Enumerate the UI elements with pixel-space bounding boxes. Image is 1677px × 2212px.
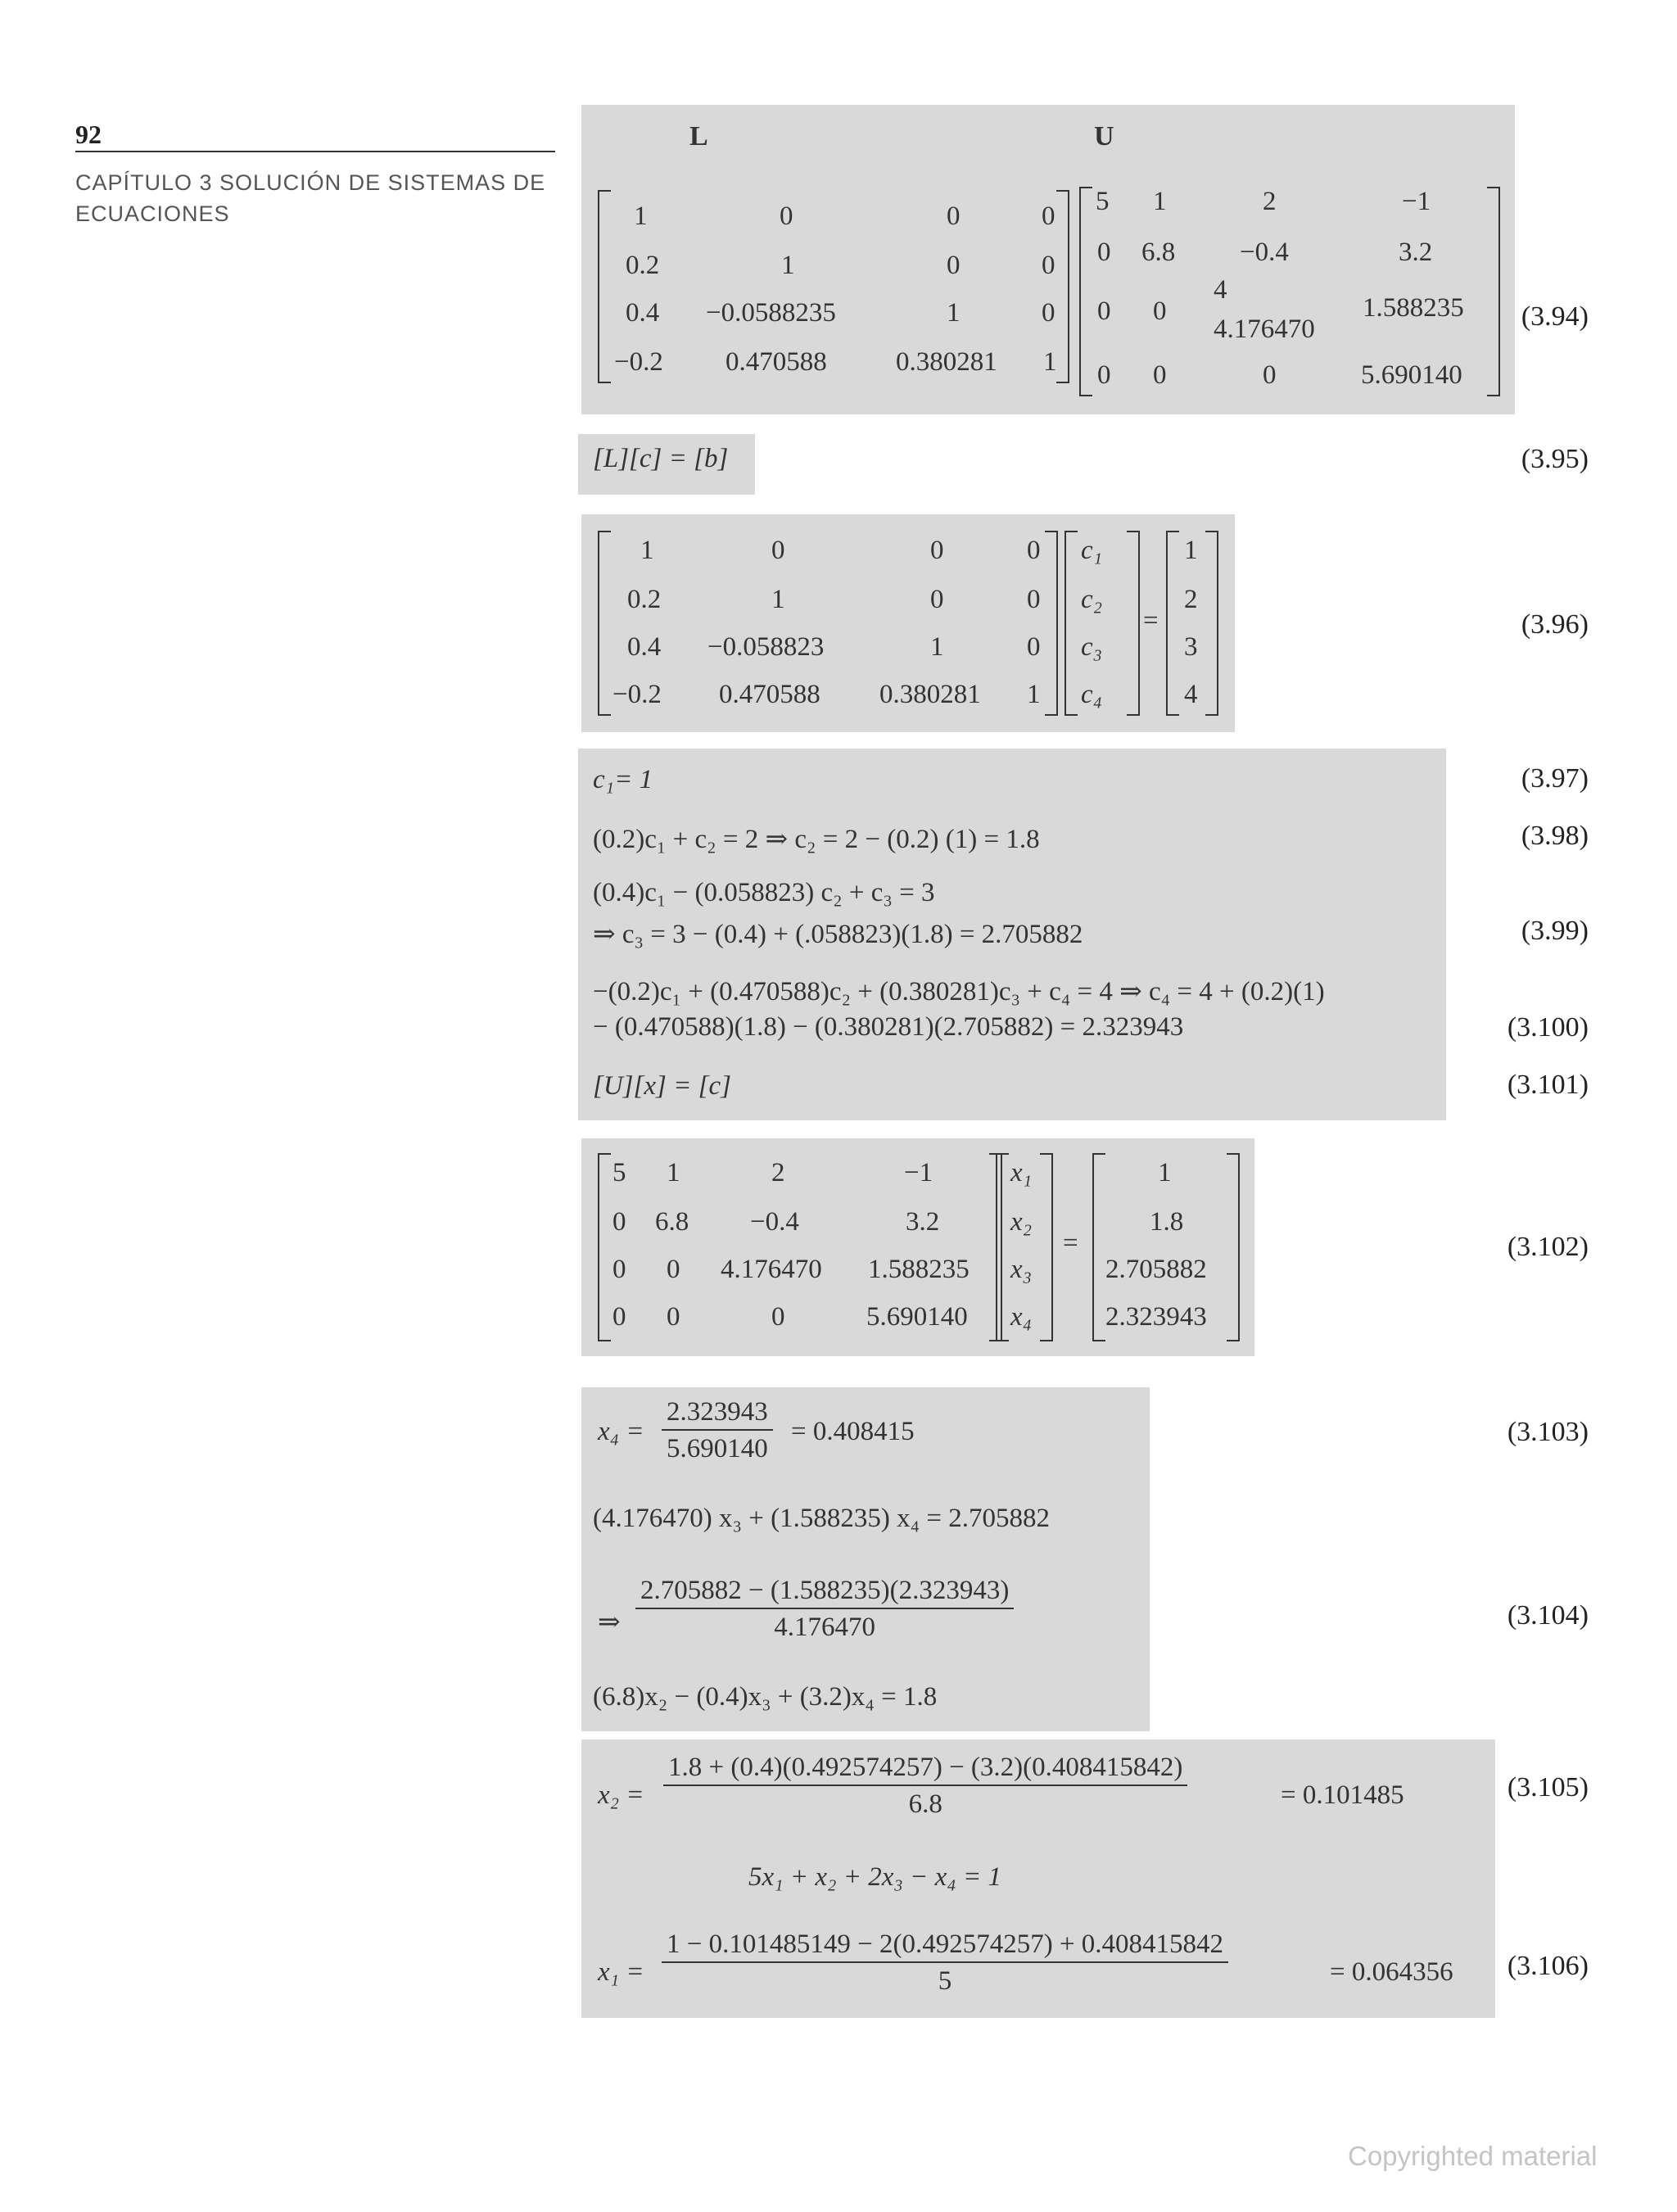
page-number: 92 bbox=[75, 120, 102, 149]
equation-3-95: [L][c] = [b] bbox=[593, 444, 729, 473]
copyright-notice: Copyrighted material bbox=[1348, 2141, 1598, 2171]
vector-cell: 2.705882 bbox=[1105, 1255, 1207, 1284]
vector-cell: x₂ bbox=[1010, 1207, 1033, 1237]
equation-3-99-line-2: ⇒ c₃ = 3 − (0.4) + (.058823)(1.8) = 2.705882 bbox=[593, 920, 1083, 949]
matrix-cell: 0 bbox=[667, 1302, 680, 1332]
matrix-cell: 0.470588 bbox=[725, 347, 827, 377]
matrix-cell: 0 bbox=[930, 585, 944, 614]
matrix-cell: −0.0588235 bbox=[706, 298, 836, 328]
equation-3-103-rhs: = 0.408415 bbox=[791, 1417, 915, 1446]
bracket-right bbox=[1227, 1153, 1240, 1341]
matrix-cell: 1 bbox=[634, 201, 648, 231]
vector-cell: x₄ bbox=[1010, 1302, 1033, 1332]
fraction-numerator: 2.705882 − (1.588235)(2.323943) bbox=[635, 1576, 1014, 1609]
equation-3-105-fraction bbox=[663, 1753, 1187, 1820]
matrix-cell: 0.380281 bbox=[896, 347, 997, 377]
matrix-cell: −0.2 bbox=[614, 347, 663, 377]
bracket-right bbox=[1045, 531, 1058, 716]
matrix-cell: 0 bbox=[771, 536, 785, 565]
equation-number-3-99: (3.99) bbox=[1521, 916, 1589, 946]
matrix-cell: 0.2 bbox=[626, 251, 660, 280]
vector-cell: c₃ bbox=[1081, 632, 1103, 662]
bracket-right bbox=[1040, 1153, 1053, 1341]
equation-x1-line: 5x₁ + x₂ + 2x₃ − x₄ = 1 bbox=[748, 1862, 1002, 1892]
matrix-cell: 0 bbox=[612, 1207, 626, 1237]
matrix-cell: 1 bbox=[947, 298, 961, 328]
matrix-cell: 0.2 bbox=[627, 585, 662, 614]
bracket-left bbox=[598, 1153, 611, 1341]
matrix-cell: 5.690140 bbox=[866, 1302, 968, 1332]
vector-cell: c₄ bbox=[1081, 680, 1103, 709]
equation-number-3-105: (3.105) bbox=[1507, 1772, 1589, 1803]
label-U: U bbox=[1094, 121, 1114, 152]
matrix-cell: 1.588235 bbox=[1363, 293, 1464, 323]
matrix-cell: 0 bbox=[930, 536, 944, 565]
matrix-cell: 0 bbox=[1153, 296, 1167, 326]
bracket-left bbox=[598, 190, 611, 383]
bracket-right bbox=[1056, 190, 1069, 383]
matrix-cell: 2 bbox=[771, 1158, 785, 1187]
header-rule bbox=[75, 151, 555, 152]
equation-3-104-fraction bbox=[635, 1576, 1014, 1643]
fraction-numerator: 1.8 + (0.4)(0.492574257) − (3.2)(0.408415842) bbox=[663, 1753, 1187, 1786]
matrix-cell: 0 bbox=[780, 201, 793, 231]
matrix-cell: 5 bbox=[612, 1158, 626, 1187]
matrix-cell: −0.058823 bbox=[707, 632, 825, 662]
bracket-left bbox=[996, 1153, 1009, 1341]
matrix-stray-mark: 4 bbox=[1214, 275, 1227, 305]
equation-number-3-102: (3.102) bbox=[1507, 1232, 1589, 1262]
equals-sign: = bbox=[1063, 1228, 1078, 1258]
matrix-cell: −0.4 bbox=[1240, 237, 1289, 267]
matrix-cell: 5 bbox=[1096, 187, 1110, 216]
matrix-cell: −1 bbox=[1402, 187, 1431, 216]
matrix-cell: 0 bbox=[612, 1302, 626, 1332]
matrix-cell: 2 bbox=[1263, 187, 1277, 216]
matrix-cell: 0.4 bbox=[627, 632, 662, 662]
equation-number-3-96: (3.96) bbox=[1521, 609, 1589, 640]
chapter-header: CAPÍTULO 3 SOLUCIÓN DE SISTEMAS DE ECUACIONES bbox=[75, 170, 546, 226]
equation-number-3-95: (3.95) bbox=[1521, 444, 1589, 474]
vector-cell: 1 bbox=[1184, 536, 1198, 565]
fraction-numerator: 2.323943 bbox=[662, 1397, 773, 1431]
bracket-right bbox=[1205, 531, 1218, 716]
bracket-left bbox=[598, 531, 611, 716]
matrix-cell: 6.8 bbox=[655, 1207, 689, 1237]
equation-3-99-line-1: (0.4)c₁ − (0.058823) c₂ + c₃ = 3 bbox=[593, 878, 935, 907]
equation-3-101: [U][x] = [c] bbox=[593, 1071, 731, 1101]
equation-number-3-100: (3.100) bbox=[1507, 1012, 1589, 1043]
equation-x3-line: (4.176470) x₃ + (1.588235) x₄ = 2.705882 bbox=[593, 1504, 1050, 1533]
vector-cell: 3 bbox=[1184, 632, 1198, 662]
matrix-cell: −0.4 bbox=[750, 1207, 799, 1237]
fraction-numerator: 1 − 0.101485149 − 2(0.492574257) + 0.408415842 bbox=[662, 1929, 1228, 1963]
equation-3-103-lhs: x₄ = bbox=[598, 1417, 644, 1446]
vector-cell: c₂ bbox=[1081, 585, 1103, 614]
bracket-left bbox=[1092, 1153, 1105, 1341]
matrix-cell: 0.380281 bbox=[879, 680, 981, 709]
equation-number-3-94: (3.94) bbox=[1521, 301, 1589, 332]
vector-cell: c₁ bbox=[1081, 536, 1103, 565]
matrix-cell: 0.4 bbox=[626, 298, 660, 328]
equation-3-106-fraction bbox=[662, 1929, 1228, 1997]
matrix-cell: 0 bbox=[1027, 632, 1041, 662]
matrix-cell: 3.2 bbox=[1399, 237, 1433, 267]
matrix-cell: 0.470588 bbox=[719, 680, 820, 709]
matrix-cell: 4.176470 bbox=[721, 1255, 822, 1284]
matrix-cell: 1 bbox=[771, 585, 785, 614]
label-L: L bbox=[689, 121, 708, 152]
vector-cell: x₃ bbox=[1010, 1255, 1033, 1284]
vector-cell: 4 bbox=[1184, 680, 1198, 709]
matrix-cell: 0 bbox=[1042, 298, 1055, 328]
bracket-left bbox=[1065, 531, 1078, 716]
matrix-cell: 0 bbox=[1097, 237, 1111, 267]
matrix-cell: 0 bbox=[771, 1302, 785, 1332]
equation-3-105-lhs: x₂ = bbox=[598, 1780, 644, 1810]
equation-number-3-106: (3.106) bbox=[1507, 1951, 1589, 1981]
matrix-cell: 0 bbox=[947, 201, 961, 231]
vector-cell: x₁ bbox=[1010, 1158, 1033, 1187]
equation-3-104-lhs: ⇒ bbox=[598, 1608, 621, 1637]
matrix-cell: 1 bbox=[640, 536, 654, 565]
matrix-cell: 1.588235 bbox=[868, 1255, 970, 1284]
matrix-cell: 0 bbox=[947, 251, 961, 280]
equals-sign: = bbox=[1143, 606, 1159, 636]
matrix-cell: 0 bbox=[1097, 296, 1111, 326]
equation-3-97: c₁= 1 bbox=[593, 765, 653, 794]
vector-cell: 2.323943 bbox=[1105, 1302, 1207, 1332]
matrix-cell: 6.8 bbox=[1141, 237, 1176, 267]
matrix-cell: 1 bbox=[1043, 347, 1057, 377]
matrix-cell: −0.2 bbox=[612, 680, 662, 709]
equation-3-100-line-1: −(0.2)c₁ + (0.470588)c₂ + (0.380281)c₃ + c₄ = 4 ⇒ c₄ = 4 + (0.2)(1) bbox=[593, 977, 1325, 1006]
matrix-cell: 1 bbox=[930, 632, 944, 662]
equation-3-98: (0.2)c₁ + c₂ = 2 ⇒ c₂ = 2 − (0.2) (1) = 1.8 bbox=[593, 825, 1040, 854]
bracket-left bbox=[1166, 531, 1179, 716]
equation-number-3-97: (3.97) bbox=[1521, 763, 1589, 794]
bracket-right bbox=[1127, 531, 1140, 716]
vector-cell: 1 bbox=[1158, 1158, 1172, 1187]
matrix-cell: 0 bbox=[1027, 585, 1041, 614]
matrix-cell: 1 bbox=[1153, 187, 1167, 216]
equation-number-3-103: (3.103) bbox=[1507, 1417, 1589, 1447]
matrix-cell: 4.176470 bbox=[1214, 314, 1315, 344]
matrix-cell: 0 bbox=[612, 1255, 626, 1284]
equation-number-3-98: (3.98) bbox=[1521, 821, 1589, 851]
equation-3-100-line-2: − (0.470588)(1.8) − (0.380281)(2.705882) = 2.323943 bbox=[593, 1012, 1184, 1042]
fraction-denominator: 5 bbox=[938, 1966, 952, 1996]
matrix-cell: 3.2 bbox=[906, 1207, 940, 1237]
matrix-cell: 1 bbox=[667, 1158, 680, 1187]
matrix-cell: 0 bbox=[1027, 536, 1041, 565]
matrix-cell: 5.690140 bbox=[1361, 360, 1462, 390]
equation-3-105-rhs: = 0.101485 bbox=[1281, 1780, 1404, 1810]
vector-cell: 1.8 bbox=[1150, 1207, 1184, 1237]
equation-3-106-rhs: = 0.064356 bbox=[1330, 1957, 1453, 1987]
matrix-cell: 0 bbox=[1263, 360, 1277, 390]
bracket-right bbox=[1487, 187, 1500, 396]
fraction-denominator: 6.8 bbox=[908, 1789, 942, 1819]
equation-3-106-lhs: x₁ = bbox=[598, 1957, 644, 1987]
equation-3-103-fraction bbox=[662, 1397, 773, 1464]
matrix-cell: 0 bbox=[667, 1255, 680, 1284]
fraction-denominator: 5.690140 bbox=[667, 1434, 768, 1463]
matrix-cell: −1 bbox=[904, 1158, 933, 1187]
matrix-cell: 1 bbox=[781, 251, 795, 280]
matrix-cell: 0 bbox=[1153, 360, 1167, 390]
vector-cell: 2 bbox=[1184, 585, 1198, 614]
fraction-denominator: 4.176470 bbox=[774, 1613, 876, 1642]
matrix-cell: 0 bbox=[1097, 360, 1111, 390]
matrix-cell: 0 bbox=[1042, 251, 1055, 280]
equation-number-3-101: (3.101) bbox=[1507, 1070, 1589, 1100]
matrix-cell: 0 bbox=[1042, 201, 1055, 231]
equation-number-3-104: (3.104) bbox=[1507, 1600, 1589, 1631]
matrix-cell: 1 bbox=[1027, 680, 1041, 709]
bracket-left bbox=[1079, 187, 1092, 396]
equation-x2-line: (6.8)x₂ − (0.4)x₃ + (3.2)x₄ = 1.8 bbox=[593, 1682, 938, 1712]
